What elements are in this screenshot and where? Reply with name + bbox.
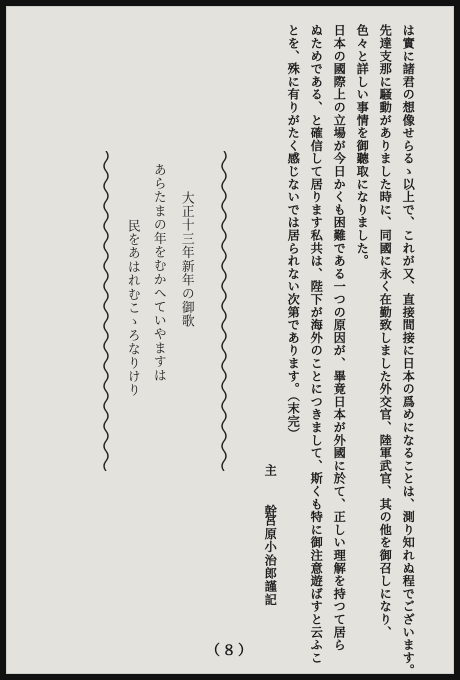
signature-name: 宮原小治郎謹記 xyxy=(263,514,278,607)
text-column-3: 色々と詳しい事情を御聽取になりました。 xyxy=(355,24,370,268)
text-column-2: 先達支那に騒動がありました時に、同國に永く在勤致しました外交官、陸軍武官、其の他を御召しになり、 xyxy=(378,24,393,639)
text-column-1: は實に諸君の想像せらるゝ以上で、これが又、直接間接に日本の爲めになることは、測り知れぬ程でございます。 xyxy=(401,24,416,677)
book-page xyxy=(6,6,454,677)
poem-title: 大正十三年新年の御歌 xyxy=(178,191,194,328)
poem-box xyxy=(101,151,229,471)
page-number: （８） xyxy=(206,643,254,659)
text-column-6: とを、殊に有りがたく感じないでは居られない次第であります。（末完） xyxy=(286,24,301,441)
poem-line-2: 民をあはれむこゝろなりけり xyxy=(124,219,140,398)
wavy-border-right xyxy=(219,151,229,471)
signature-role: 主 幹 xyxy=(263,464,278,525)
wavy-border-left xyxy=(101,151,111,471)
text-column-4: 日本の國際上の立場が今日かくも困難である一つの原因が、畢竟日本が外國に於て、正しい理解を持つて居ら xyxy=(332,24,347,652)
poem-line-1: あらたまの年をむかへていやますは xyxy=(150,163,166,383)
text-column-5: ぬためである、と確信して居ります私共は、陛下が海外のことにつきまして、斯くも特に御注意遊ばすと云ふこ xyxy=(309,24,324,664)
